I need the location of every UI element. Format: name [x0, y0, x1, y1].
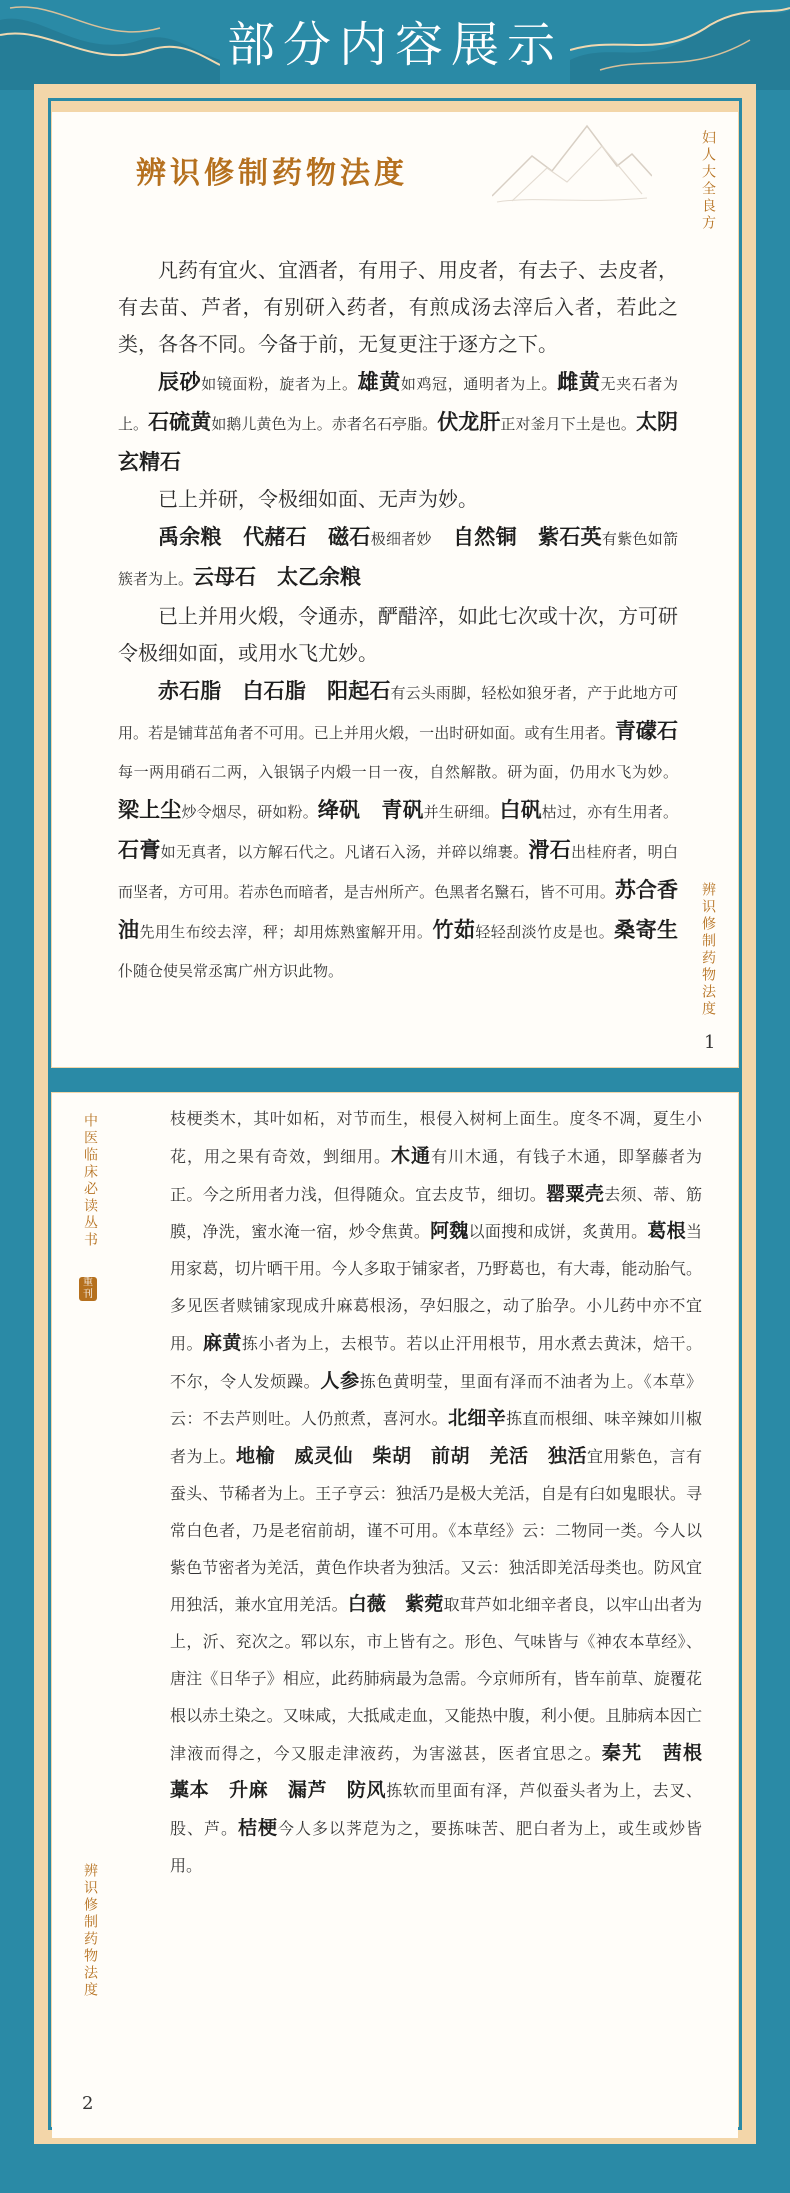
herb-note: 拣直而根细、味辛辣如川椒者为上。 [170, 1409, 702, 1467]
banner-title: 部分内容展示 [226, 17, 563, 73]
running-head-vertical: 辨识修制药物法度 [82, 1863, 98, 1999]
banner [0, 0, 790, 90]
herb-note: 枯过，亦有生用者。 [541, 803, 678, 821]
herb-note: 仆随仓使吴常丞寓广州方识此物。 [118, 962, 344, 980]
body-text: 已上并研，令极细如面、无声为妙。 [158, 487, 478, 511]
herb-note: 并生研细。 [423, 803, 500, 821]
herb-note: 轻轻刮淡竹皮是也。 [475, 923, 615, 941]
herb-name: 石膏 [118, 837, 161, 862]
herb-note: 拣软而里面有泽，芦似蚕头者为上，去叉、股、芦。 [170, 1781, 702, 1839]
herb-name: 雌黄 [557, 369, 601, 394]
herb-name: 秦艽 茜根 藁本 升麻 漏芦 防风 [170, 1741, 721, 1802]
herb-note: 极细者妙 [370, 530, 432, 548]
herb-note: 拣小者为上，去根节。若以止汗用根节，用水煮去黄沫，焙干。不尔，令人发烦躁。 [170, 1333, 702, 1391]
page-number: 2 [82, 2093, 94, 2114]
herb-name: 赤石脂 白石脂 阳起石 [158, 678, 391, 703]
paragraph [118, 363, 678, 481]
paragraph [118, 672, 678, 990]
herb-name: 雄黄 [357, 369, 401, 394]
herb-note: 枝梗类木，其叶如柘，对节而生，根侵入树柯上面生。度冬不凋，夏生小花，用之果有奇效，剉细用。 [170, 1109, 702, 1166]
herb-name: 石硫黄 [148, 409, 212, 434]
chapter-title: 辨识修制药物法度 [136, 156, 408, 191]
book-title-vertical: 妇人大全良方 [700, 130, 716, 232]
herb-note: 正对釜月下土是也。 [500, 415, 636, 433]
herb-name: 云母石 太乙余粮 [193, 564, 362, 589]
herb-note: 先用生布绞去滓，秤；却用炼熟蜜解开用。 [139, 923, 433, 941]
herb-note: 取茸芦如北细辛者良，以牢山出者为上，沂、兖次之。郓以东，市上皆有之。形色、气味皆与《神农本草经》、唐注《日华子》相应，此药肺病最为急需。今京师所有，皆车前草、旋覆花根以赤土染之。又味咸，大抵咸走血，又能热中腹，利小便。且肺病本因亡津液而得之，今又服走津液药，为害滋甚，医者宜思之。 [170, 1595, 702, 1763]
running-head-vertical: 辨识修制药物法度 [700, 882, 716, 1018]
herb-name: 绛矾 青矾 [317, 797, 424, 822]
herb-note: 当用家葛，切片晒干用。今人多取于铺家者，乃野葛也，有大毒，能动胎气。多见医者赎铺家现成升麻葛根汤，孕妇服之，动了胎孕。小儿药中亦不宜用。 [170, 1222, 702, 1353]
herb-name: 梁上尘 [118, 797, 182, 822]
herb-name: 自然铜 紫石英 [431, 524, 602, 549]
herb-name: 葛根 [647, 1220, 686, 1243]
series-title-vertical: 中医临床必读丛书 [82, 1113, 98, 1249]
herb-name: 太阴玄精石 [118, 409, 678, 474]
paragraph [118, 252, 678, 363]
paragraph [170, 1101, 721, 1885]
book-page-2 [52, 1093, 738, 2138]
herb-name: 辰砂 [158, 369, 202, 394]
herb-note: 如无真者，以方解石代之。凡诸石入汤，并碎以绵裹。 [160, 843, 529, 861]
herb-name: 白薇 紫菀 [347, 1593, 444, 1616]
herb-name: 阿魏 [430, 1220, 469, 1243]
herb-note: 如鹅儿黄色为上。赤者名石亭脂。 [211, 415, 438, 433]
herb-note: 炒令烟尽，研如粉。 [181, 803, 318, 821]
herb-name: 青礞石 [614, 718, 678, 743]
page-divider [48, 1068, 742, 1092]
herb-note: 每一两用硝石二两，入银锅子内煅一日一夜，自然解散。研为面，仍用水飞为妙。 [118, 763, 678, 781]
herb-name: 滑石 [528, 837, 572, 862]
herb-note: 出桂府者，明白而坚者，方可用。若赤色而暗者，是吉州所产。色黑者名黳石，皆不可用。 [118, 843, 678, 901]
herb-name: 桔梗 [238, 1817, 278, 1840]
body-text: 已上并用火煅，令通赤，酽醋淬，如此七次或十次，方可研令极细如面，或用水飞尤妙。 [118, 604, 678, 665]
herb-note: 宜用紫色，言有蚕头、节稀者为上。王子亨云：独活乃是极大羌活，自是有臼如鬼眼状。寻常白色者，乃是老宿前胡，谨不可用。《本草经》云：二物同一类。今人以紫色节密者为羌活，黄色作块者为独活。又云：独活即羌活母类也。防风宜用独活，兼水宜用羌活。 [170, 1447, 702, 1615]
herb-name: 伏龙肝 [437, 409, 501, 434]
reprint-badge: 重刊 [79, 1277, 97, 1301]
herb-name: 北细辛 [448, 1407, 507, 1430]
herb-note: 去须、蒂、筋膜，净洗，蜜水淹一宿，炒令焦黄。 [170, 1184, 702, 1242]
herb-name: 白矾 [499, 797, 542, 822]
herb-name: 麻黄 [202, 1331, 242, 1354]
body-text: 凡药有宜火、宜酒者，有用子、用皮者，有去子、去皮者，有去苗、芦者，有别研入药者，有煎成汤去滓后入者，若此之类，各各不同。今备于前，无复更注于逐方之下。 [118, 258, 678, 356]
herb-note: 有川木通，有钱子木通，即拏藤者为正。今之所用者力浅，但得随众。宜去皮节，细切。 [170, 1146, 702, 1204]
herb-name: 竹茹 [432, 917, 476, 942]
page-number: 1 [704, 1032, 716, 1053]
herb-note: 拣色黄明莹，里面有泽而不油者为上。《本草》云：不去芦则吐。人仍煎煮，喜河水。 [170, 1371, 702, 1429]
herb-note: 如镜面粉，旋者为上。 [201, 375, 358, 393]
herb-name: 苏合香油 [118, 877, 678, 942]
herb-note: 无夹石者为上。 [118, 375, 678, 433]
paragraph [118, 481, 678, 518]
paragraph [118, 598, 678, 672]
herb-name: 桑寄生 [614, 917, 679, 942]
herb-note: 有紫色如箭簇者为上。 [118, 530, 678, 588]
herb-note: 如鸡冠，通明者为上。 [400, 375, 558, 393]
herb-name: 木通 [390, 1144, 431, 1167]
herb-name: 禹余粮 代赭石 磁石 [158, 524, 371, 549]
herb-note: 今人多以荠苨为之，要拣味苦、肥白者为上，或生或炒皆用。 [170, 1819, 702, 1875]
page-2-text [170, 1101, 721, 1885]
herb-note: 有云头雨脚，轻松如狼牙者，产于此地方可用。若是铺茸茁角者不可用。已上并用火煅，一出时研如面。或有生用者。 [118, 684, 678, 742]
herb-note: 以面搜和成饼，炙黄用。 [468, 1222, 648, 1242]
paragraph [118, 518, 678, 598]
book-page-1 [52, 112, 738, 1067]
page-1-text [118, 252, 678, 990]
herb-name: 地榆 威灵仙 柴胡 前胡 羌活 独活 [236, 1445, 587, 1468]
herb-name: 人参 [320, 1369, 360, 1392]
mountain-illustration [492, 116, 652, 206]
herb-name: 罂粟壳 [546, 1182, 605, 1205]
